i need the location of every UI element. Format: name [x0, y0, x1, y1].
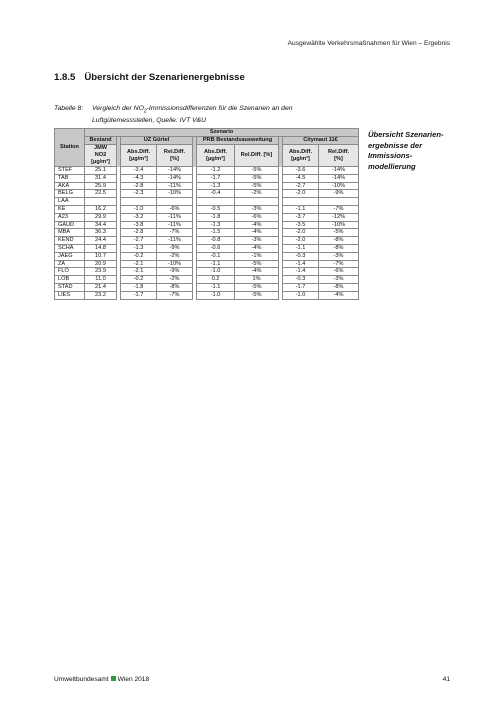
header-station: Station: [55, 129, 85, 167]
value-cell: 36.3: [85, 229, 117, 237]
station-cell: BELG: [55, 190, 85, 198]
value-cell: -9%: [157, 268, 193, 276]
station-cell: AKA: [55, 182, 85, 190]
value-cell: [319, 198, 359, 206]
value-cell: -3.8: [121, 221, 157, 229]
value-cell: -3.4: [121, 167, 157, 175]
value-cell: -5%: [235, 291, 279, 299]
value-cell: -1.8: [121, 283, 157, 291]
value-cell: -7%: [157, 291, 193, 299]
value-cell: 21.4: [85, 283, 117, 291]
value-cell: -11%: [157, 182, 193, 190]
station-cell: STEF: [55, 167, 85, 175]
value-cell: -6%: [157, 205, 193, 213]
value-cell: -7%: [319, 205, 359, 213]
table-container: [54, 128, 358, 297]
value-cell: -4%: [235, 229, 279, 237]
value-cell: -0.8: [197, 237, 235, 245]
value-cell: -8%: [319, 244, 359, 252]
subheader-abs-diff: Abs.Diff. [µg/m³]: [283, 145, 319, 167]
value-cell: -0.1: [197, 252, 235, 260]
caption-text-pre: Vergleich der NO: [92, 105, 144, 112]
value-cell: -4%: [235, 221, 279, 229]
value-cell: 20.9: [85, 260, 117, 268]
value-cell: -5%: [319, 229, 359, 237]
table-body: [55, 167, 359, 300]
subheader-abs-diff: Abs.Diff. [µg/m³]: [197, 145, 235, 167]
value-cell: -6%: [235, 213, 279, 221]
side-note: Übersicht Szenarien-ergebnisse der Immissions-modellierung: [368, 130, 444, 171]
station-cell: MBA: [55, 229, 85, 237]
value-cell: 24.4: [85, 237, 117, 245]
table-row: [55, 244, 359, 252]
station-cell: LOB: [55, 276, 85, 284]
station-cell: LIES: [55, 291, 85, 299]
value-cell: -11%: [157, 221, 193, 229]
value-cell: -2.0: [283, 190, 319, 198]
value-cell: -0.6: [197, 244, 235, 252]
header-citymaut: Citymaut 11€: [283, 137, 359, 145]
value-cell: -2.8: [121, 229, 157, 237]
station-cell: JAEG: [55, 252, 85, 260]
value-cell: 31.4: [85, 174, 117, 182]
value-cell: -5%: [235, 182, 279, 190]
table-row: [55, 276, 359, 284]
value-cell: 23.2: [85, 291, 117, 299]
station-cell: FLO: [55, 268, 85, 276]
table-row: [55, 174, 359, 182]
section-title: Übersicht der Szenarienergebnisse: [84, 72, 245, 83]
page-number: 41: [442, 676, 450, 683]
value-cell: -10%: [157, 190, 193, 198]
value-cell: -0.3: [283, 252, 319, 260]
value-cell: -2.7: [121, 237, 157, 245]
value-cell: -8%: [319, 283, 359, 291]
caption-subscript: 2: [143, 108, 147, 115]
station-cell: GAUD: [55, 221, 85, 229]
running-header: Ausgewählte Verkehrsmaßnahmen für Wien – Ergebnis: [287, 40, 450, 47]
header-szenario: Szenario: [85, 129, 359, 137]
value-cell: 11.0: [85, 276, 117, 284]
value-cell: -2.7: [283, 182, 319, 190]
value-cell: -1.1: [197, 260, 235, 268]
station-cell: TAB: [55, 174, 85, 182]
station-cell: SCHA: [55, 244, 85, 252]
value-cell: 10.7: [85, 252, 117, 260]
header-prb: PRB Bestandsausweitung: [197, 137, 279, 145]
value-cell: -4%: [235, 244, 279, 252]
value-cell: -2.8: [121, 182, 157, 190]
value-cell: -2%: [235, 190, 279, 198]
table-row: [55, 182, 359, 190]
value-cell: -9%: [157, 244, 193, 252]
value-cell: -0.4: [197, 190, 235, 198]
scenario-table: [54, 128, 359, 300]
table-row: [55, 213, 359, 221]
table-row: [55, 229, 359, 237]
table-row: [55, 291, 359, 299]
value-cell: 14.8: [85, 244, 117, 252]
header-uz-guertel: UZ Gürtel: [121, 137, 193, 145]
value-cell: -8%: [157, 283, 193, 291]
value-cell: -1.0: [283, 291, 319, 299]
value-cell: 16.2: [85, 205, 117, 213]
value-cell: -1.5: [197, 229, 235, 237]
value-cell: [121, 198, 157, 206]
value-cell: -5%: [235, 167, 279, 175]
value-cell: -10%: [157, 260, 193, 268]
green-square-icon: [111, 676, 116, 681]
value-cell: 0.2: [197, 276, 235, 284]
station-cell: STAD: [55, 283, 85, 291]
value-cell: -1.2: [197, 167, 235, 175]
value-cell: -1.1: [283, 205, 319, 213]
value-cell: -1.1: [197, 283, 235, 291]
value-cell: -7%: [319, 260, 359, 268]
table-row: [55, 283, 359, 291]
value-cell: -4%: [319, 291, 359, 299]
value-cell: -1.0: [197, 291, 235, 299]
value-cell: -0.5: [197, 205, 235, 213]
footer-place-year: Wien 2018: [117, 676, 150, 683]
subheader-rel-diff: Rel.Diff. [%]: [157, 145, 193, 167]
subheader-abs-diff: Abs.Diff. [µg/m³]: [121, 145, 157, 167]
value-cell: -5%: [235, 260, 279, 268]
table-row: [55, 237, 359, 245]
value-cell: 25.9: [85, 182, 117, 190]
value-cell: -0.3: [283, 276, 319, 284]
value-cell: -3.5: [283, 221, 319, 229]
value-cell: -14%: [319, 167, 359, 175]
table-row: [55, 198, 359, 206]
station-cell: A23: [55, 213, 85, 221]
value-cell: -3.2: [121, 213, 157, 221]
value-cell: -5%: [235, 174, 279, 182]
caption-label: Tabelle 8:: [54, 105, 84, 112]
footer-publisher-name: Umweltbundesamt: [54, 676, 109, 683]
value-cell: -1.4: [283, 260, 319, 268]
value-cell: -3%: [319, 252, 359, 260]
value-cell: -6%: [319, 268, 359, 276]
station-cell: ZA: [55, 260, 85, 268]
value-cell: -14%: [157, 167, 193, 175]
value-cell: -1.3: [197, 221, 235, 229]
value-cell: -0.2: [121, 252, 157, 260]
value-cell: -1.7: [197, 174, 235, 182]
value-cell: [283, 198, 319, 206]
value-cell: -1.7: [283, 283, 319, 291]
value-cell: -1.1: [283, 244, 319, 252]
section-number: 1.8.5: [54, 72, 76, 83]
value-cell: -1.4: [283, 268, 319, 276]
value-cell: [157, 198, 193, 206]
footer-publisher: [54, 676, 149, 683]
value-cell: 22.5: [85, 190, 117, 198]
value-cell: -5%: [235, 283, 279, 291]
value-cell: -4.5: [283, 174, 319, 182]
value-cell: -3%: [235, 237, 279, 245]
value-cell: [85, 198, 117, 206]
value-cell: -1.0: [121, 205, 157, 213]
value-cell: -11%: [157, 213, 193, 221]
header-bestand: Bestand: [85, 137, 117, 145]
value-cell: -7%: [157, 229, 193, 237]
value-cell: -14%: [319, 174, 359, 182]
subheader-rel-diff: Rel.Diff. [%]: [235, 145, 279, 167]
value-cell: -2.0: [283, 229, 319, 237]
value-cell: -3.7: [283, 213, 319, 221]
subheader-rel-diff: Rel.Diff. [%]: [319, 145, 359, 167]
value-cell: -1.0: [197, 268, 235, 276]
table-row: [55, 221, 359, 229]
table-caption: [54, 104, 374, 126]
table-row: [55, 268, 359, 276]
value-cell: -3.6: [283, 167, 319, 175]
caption-line-2: Luftgütemessstellen, Quelle: IVT V&U: [92, 117, 207, 125]
value-cell: [197, 198, 235, 206]
value-cell: -11%: [157, 237, 193, 245]
value-cell: -2.1: [121, 268, 157, 276]
table-row: [55, 167, 359, 175]
value-cell: -1.3: [197, 182, 235, 190]
section-heading: [54, 72, 245, 83]
station-cell: KEND: [55, 237, 85, 245]
value-cell: -3%: [319, 276, 359, 284]
value-cell: -4.3: [121, 174, 157, 182]
value-cell: -2.0: [283, 237, 319, 245]
table-row: [55, 205, 359, 213]
station-cell: LAA: [55, 198, 85, 206]
table-row: [55, 260, 359, 268]
value-cell: -0.2: [121, 276, 157, 284]
value-cell: -2%: [157, 252, 193, 260]
value-cell: -2%: [157, 276, 193, 284]
value-cell: -12%: [319, 213, 359, 221]
value-cell: -10%: [319, 182, 359, 190]
value-cell: 23.9: [85, 268, 117, 276]
value-cell: -4%: [235, 268, 279, 276]
value-cell: -8%: [319, 237, 359, 245]
table-row: [55, 190, 359, 198]
table-row: [55, 252, 359, 260]
value-cell: -10%: [319, 221, 359, 229]
subheader-jmw: JMW NO2 [µg/m³]: [85, 145, 117, 167]
caption-text-post: -Immissionsdifferenzen für die Szenarien an den: [146, 105, 293, 112]
value-cell: -1.7: [121, 291, 157, 299]
value-cell: -14%: [157, 174, 193, 182]
value-cell: -2.3: [121, 190, 157, 198]
value-cell: -9%: [319, 190, 359, 198]
value-cell: 34.4: [85, 221, 117, 229]
value-cell: 25.1: [85, 167, 117, 175]
value-cell: -1.3: [121, 244, 157, 252]
value-cell: 29.9: [85, 213, 117, 221]
value-cell: -3%: [235, 205, 279, 213]
station-cell: KE: [55, 205, 85, 213]
value-cell: [235, 198, 279, 206]
value-cell: -1%: [235, 252, 279, 260]
value-cell: 1%: [235, 276, 279, 284]
value-cell: -2.1: [121, 260, 157, 268]
value-cell: -1.8: [197, 213, 235, 221]
